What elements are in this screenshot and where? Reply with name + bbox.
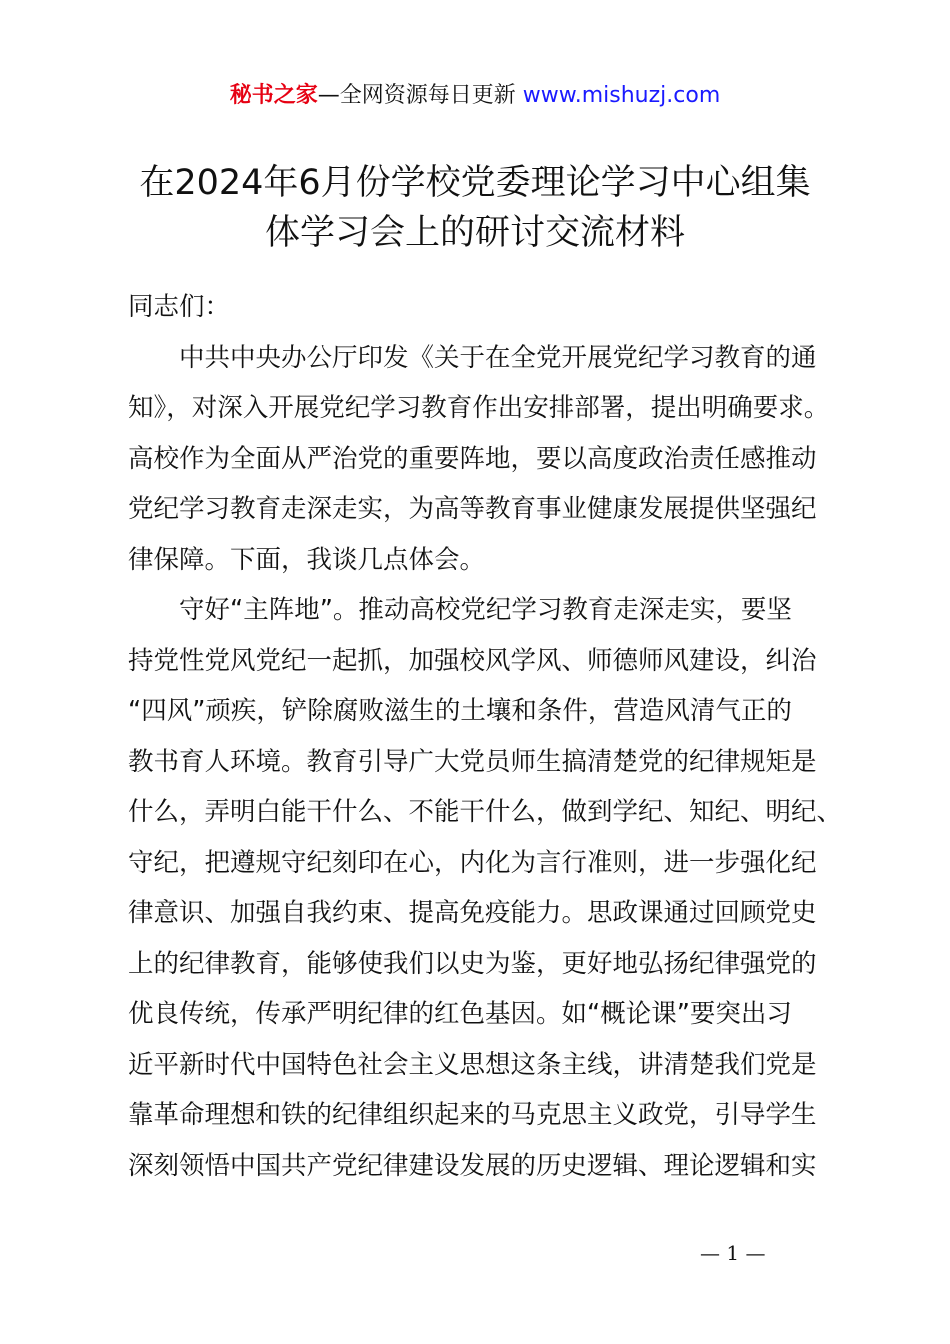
- body-line: 深刻领悟中国共产党纪律建设发展的历史逻辑、理论逻辑和实: [128, 1150, 817, 1181]
- body-line: 优良传统，传承严明纪律的红色基因。如“概论课”要突出习: [128, 999, 792, 1029]
- page-number: — 1 —: [700, 1241, 766, 1265]
- title-line-1: 在2024年6月份学校党委理论学习中心组集: [139, 163, 811, 203]
- body-line: 持党性党风党纪一起抓，加强校风学风、师德师风建设，纠治: [128, 645, 817, 676]
- body-line: 教书育人环境。教育引导广大党员师生搞清楚党的纪律规矩是: [128, 746, 817, 777]
- body-line: 靠革命理想和铁的纪律组织起来的马克思主义政党，引导学生: [128, 1100, 817, 1130]
- title-line-2: 体学习会上的研讨交流材料: [264, 213, 685, 253]
- document-body: [128, 282, 843, 1191]
- body-line: 律意识、加强自我约束、提高免疫能力。思政课通过回顾党史: [128, 898, 817, 928]
- body-line: 党纪学习教育走深走实，为高等教育事业健康发展提供坚强纪: [128, 494, 817, 524]
- body-line: 上的纪律教育，能够使我们以史为鉴，更好地弘扬纪律强党的: [128, 948, 817, 979]
- body-line: 什么，弄明白能干什么、不能干什么，做到学纪、知纪、明纪、: [128, 797, 843, 827]
- brand-name: 秘书之家: [229, 83, 318, 108]
- document-title: [120, 158, 830, 258]
- body-line: 守好“主阵地”。推动高校党纪学习教育走深走实，要坚: [128, 595, 792, 625]
- site-url-link[interactable]: www.mishuzj.com: [522, 83, 721, 108]
- body-line: 近平新时代中国特色社会主义思想这条主线，讲清楚我们党是: [128, 1049, 817, 1080]
- body-line: 守纪，把遵规守纪刻印在心，内化为言行准则，进一步强化纪: [128, 847, 817, 878]
- body-line: “四风”顽疾，铲除腐败滋生的土壤和条件，营造风清气正的: [128, 696, 792, 726]
- body-line: 知》，对深入开展党纪学习教育作出安排部署，提出明确要求。: [128, 393, 830, 423]
- salutation: 同志们：: [128, 292, 231, 322]
- body-line: 高校作为全面从严治党的重要阵地，要以高度政治责任感推动: [128, 443, 817, 474]
- body-line: 律保障。下面，我谈几点体会。: [128, 544, 486, 575]
- body-line: 中共中央办公厅印发《关于在全党开展党纪学习教育的通: [128, 342, 817, 373]
- header-slogan: —全网资源每日更新: [317, 83, 516, 108]
- site-header: [0, 80, 950, 112]
